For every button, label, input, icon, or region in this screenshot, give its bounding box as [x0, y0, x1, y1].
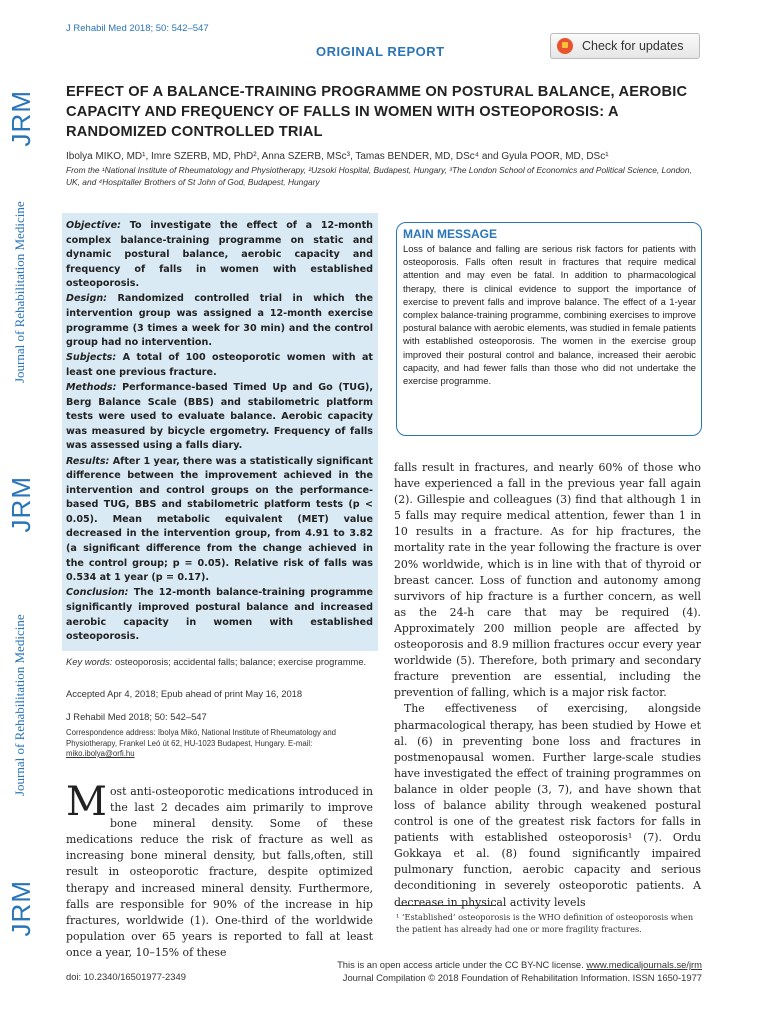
article-title: EFFECT OF A BALANCE-TRAINING PROGRAMME ON POSTURAL BALANCE, AEROBIC CAPACITY AND FREQUENCY OF FALLS IN WOMEN WITH OSTEOPOROSIS: A RANDOMIZED CONTROLLED TRIAL [66, 84, 688, 140]
body-paragraph: falls result in fractures, and nearly 60% of those who have experienced a fall in the previous year fall again (2). Gillespie and colleagues (3) find that although 1 in 5 falls may require medical attention, fewer than 1 in 10 results in a fracture. As for hip fractures, the mortality rate in the year following the fracture is over 20% worldwide, which is in line with that of thyroid or breast cancer. Loss of function and autonomy among survivors of hip fracture is a further concern, as well as the 24-h care that may be required (4). Approximately 200 million people are affected by osteoporosis and 8.9 million fractures occur every year worldwide (5). Therefore, both primary and secondary fracture prevention are essential, including the prevention of falling, which is a major risk factor. [394, 461, 701, 700]
abstract-design [66, 292, 373, 350]
main-message-box [396, 222, 702, 436]
abstract-heading: Results: [66, 455, 110, 467]
journal-name-vertical: Journal of Rehabilitation Medicine [12, 201, 27, 383]
check-updates-button[interactable] [550, 33, 700, 59]
footnote-divider [396, 905, 496, 906]
drop-cap: M [66, 779, 107, 825]
crossmark-icon [557, 38, 573, 54]
abstract-heading: Design: [66, 293, 108, 305]
open-access-notice [337, 958, 702, 984]
doi: doi: 10.2340/16501977-2349 [66, 971, 186, 982]
journal-url-link[interactable]: www.medicaljournals.se/jrm [586, 959, 702, 970]
abstract-objective [66, 219, 373, 292]
journal-citation: J Rehabil Med 2018; 50: 542–547 [66, 23, 209, 34]
jrm-logo-text: JRM [6, 90, 36, 147]
keywords-text: osteoporosis; accidental falls; balance; exercise programme. [114, 656, 367, 667]
keywords [66, 656, 378, 668]
author-list: Ibolya MIKO, MD¹, Imre SZERB, MD, PhD², Anna SZERB, MSc³, Tamas BENDER, MD, DSc⁴ and Gyula POOR, MD, DSc¹ [66, 151, 609, 162]
abstract-text: After 1 year, there was a statistically significant difference between the improvement achieved in the intervention and control groups on the performance-based TUG, BBS and stabilometric platform tests (p < 0.05). Mean metabolic equivalent (MET) value decreased in the intervention group, from 4.91 to 3.82 (a significant difference from the change achieved in the control group; p = 0.05). Relative risk of falls was 0.534 at 1 year (p = 0.17). [66, 455, 373, 584]
keywords-label: Key words: [66, 656, 113, 667]
affiliations: From the ¹National Institute of Rheumatology and Physiotherapy, ²Uzsoki Hospital, Budapest, Hungary, ³The London School of Economics and Political Science, London, UK, and ⁴Hospitaller Brothers of St John of God, Budapest, Hungary [66, 165, 692, 187]
email-link[interactable]: miko.ibolya@orfi.hu [66, 749, 135, 758]
journal-compilation: Journal Compilation © 2018 Foundation of Rehabilitation Information. ISSN 1650-1977 [342, 972, 702, 983]
abstract-text: A total of 100 osteoporotic women with at least one previous fracture. [66, 352, 373, 378]
body-text: ost anti-osteoporotic medications introduced in the last 2 decades aim primarily to improve bone mineral density. Some of these medications reduce the risk of fracture as well as increasing bone mineral density, but falls,often, still result in osteoporotic fracture, despite optimized therapy and increased mineral density. Furthermore, falls are responsible for 90% of the increase in hip fractures, worldwide (1). One-third of the worldwide population over 65 years is reported to fall at least once a year, 10–15% of these [66, 785, 373, 959]
journal-side-band [0, 0, 50, 1024]
body-paragraph: The effectiveness of exercising, alongside pharmacological therapy, has been studied by Howe et al. (6) in preventing bone loss and fractures in postmenopausal women. Further large-scale studies have investigated the effect of training programmes on balance in older people (3, 7), and have shown that loss of balance ability through weakened postural control is one of the greatest risk factors for falls in patients with established osteoporosis¹ (7). Ordu Gokkaya et al. (8) found significantly impaired pulmonary function, aerobic capacity and serious deconditioning in severely osteoporotic patients. A decrease in physical activity levels [394, 702, 701, 909]
abstract-text: To investigate the effect of a 12-month complex balance-training programme on static and dynamic postural balance, aerobic capacity and frequency of falls in women with established osteoporosis. [66, 220, 374, 290]
oa-text: This is an open access article under the CC BY-NC license. [337, 959, 584, 970]
check-updates-label: Check for updates [582, 39, 684, 53]
abstract-box [62, 213, 378, 651]
abstract-results [66, 455, 373, 586]
journal-name-vertical: Journal of Rehabilitation Medicine [12, 614, 27, 796]
abstract-text: Randomized controlled trial in which the intervention group was assigned a 12-month exercise programme (3 times a week for 30 min) and the control group had no intervention. [66, 293, 373, 349]
main-message-heading: MAIN MESSAGE [403, 227, 498, 241]
jrm-logo-text: JRM [6, 476, 36, 533]
abstract-text: The 12-month balance-training programme significantly improved postural balance and increased aerobic capacity in women with established osteoporosis. [66, 587, 373, 643]
abstract-text: Performance-based Timed Up and Go (TUG), Berg Balance Scale (BBS) and stabilometric platform tests were used to evaluate balance. Aerobic capacity was measured by bicycle ergometry. Frequency of falls was assessed using a falls diary. [66, 382, 373, 452]
body-column-1 [66, 779, 373, 961]
abstract-heading: Conclusion: [66, 587, 129, 599]
correspondence-text: Correspondence address: Ibolya Mikó, National Institute of Rheumatology and Physiotherapy, Frankel Leó út 62, HU-1023 Budapest, Hungary. E-mail: [66, 728, 337, 748]
abstract-heading: Methods: [66, 382, 117, 394]
abstract-conclusion [66, 586, 373, 644]
accepted-date: Accepted Apr 4, 2018; Epub ahead of print May 16, 2018 [66, 688, 303, 699]
body-column-2 [394, 460, 701, 911]
abstract-heading: Subjects: [66, 352, 117, 364]
correspondence [66, 728, 378, 760]
main-message-text: Loss of balance and falling are serious risk factors for patients with osteoporosis. Falls often result in fractures that require medical attention and may even be fatal. In addition to pharmacological therapy, there is clinical evidence to support the importance of exercise to prevent falls and improve balance. The effect of a 1-year complex balance-training programme, combining exercises to improve postural balance with aerobic elements, was studied in female patients with established osteoporosis. The women in the exercise group improved their postural control and balance, increased their aerobic capacity, and had fewer falls than those who did not undertake the exercise programme. [403, 243, 696, 387]
section-label: ORIGINAL REPORT [316, 44, 445, 59]
citation-repeat: J Rehabil Med 2018; 50: 542–547 [66, 711, 207, 722]
abstract-methods [66, 381, 373, 454]
jrm-logo-text: JRM [6, 880, 36, 937]
footnote: ¹ ‘Established’ osteoporosis is the WHO definition of osteoporosis when the patient has already had one or more fragility fractures. [396, 912, 694, 934]
abstract-subjects [66, 351, 373, 380]
abstract-heading: Objective: [66, 220, 121, 231]
